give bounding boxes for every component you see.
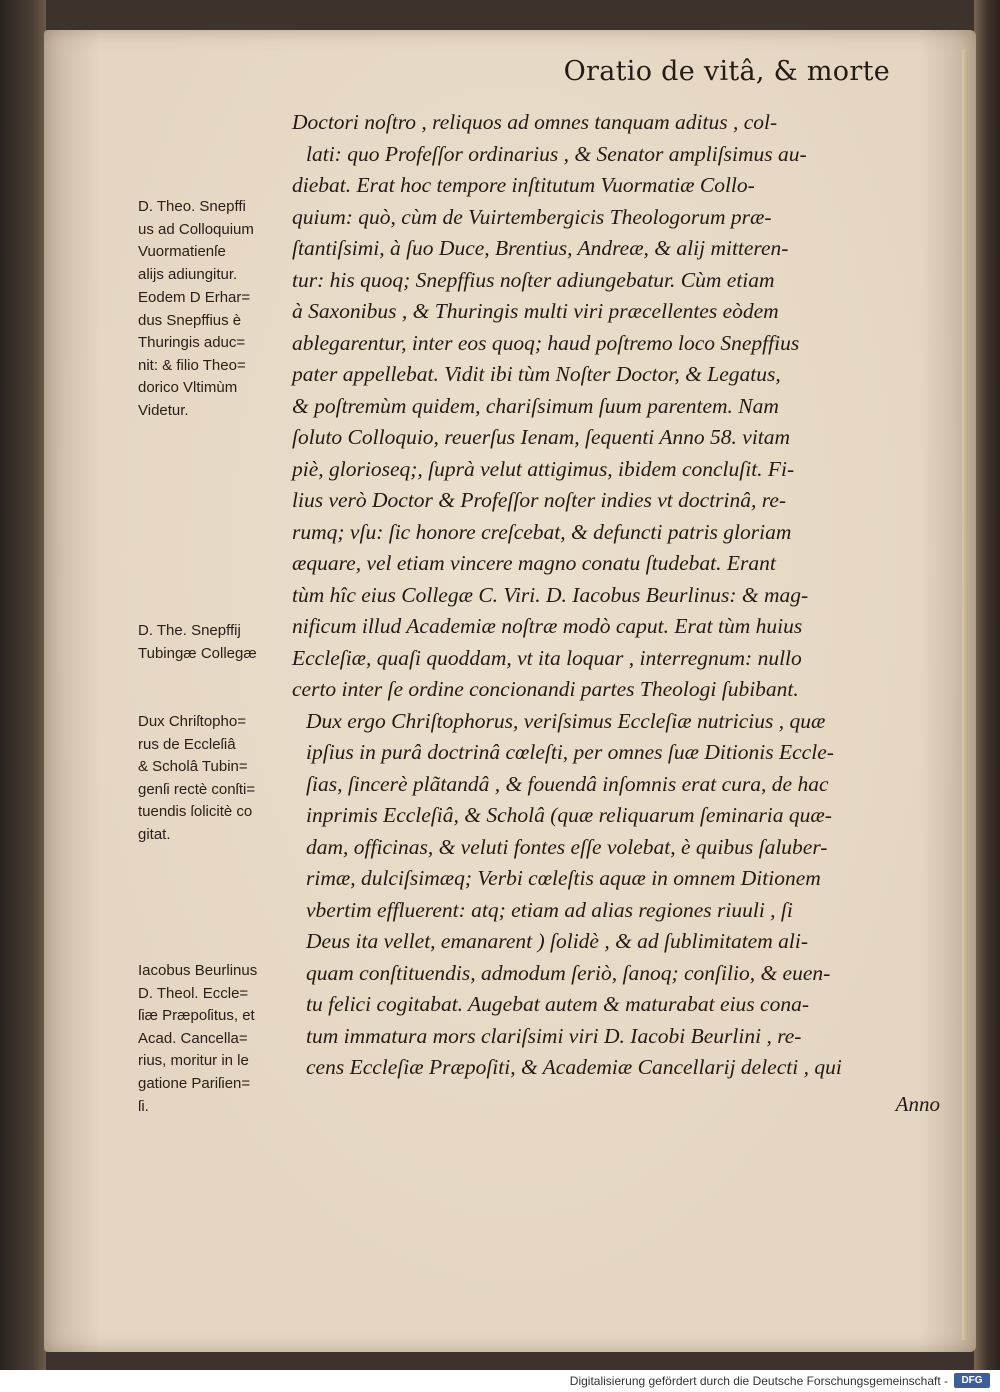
marginal-note-line: gatione Pariſien= [138,1074,251,1092]
book-gutter-shadow-left [0,0,46,1370]
footer-credit-text: Digitalisierung gefördert durch die Deutsche Forschungsgemeinschaft - [569,1374,948,1388]
running-head: Oratio de vitâ, & morte [563,56,890,87]
marginal-note-line: & Scholâ Tubin= [138,758,248,776]
text-line: nificum illud Academiæ noſtræ modò caput. Erat tùm huius [292,614,803,638]
text-line: inprimis Eccleſiâ, & Scholâ (quæ reliquarum ſeminaria quæ- [306,803,832,827]
text-line: piè, glorioseq;, ſuprà velut attigimus, ibidem concluſit. Fi- [292,456,795,481]
book-edge-shadow-right [974,0,1000,1370]
page-edge [962,50,968,1340]
text-line: cens Eccleſiæ Præpoſiti, & Academiæ Cancellarij delecti , qui [306,1055,842,1079]
marginal-note-line: Thuringis aduc= [138,334,246,352]
marginal-note-iacobus-beurlinus [138,960,308,1118]
text-line: ablegarentur, inter eos quoq; haud poſtremo loco Snepffius [292,330,800,355]
text-line: Deus ita vellet, emanarent ) ſolidè , & ad ſublimitatem ali- [306,929,808,953]
marginal-note-erhardus-snepffius [138,287,308,423]
footer-bar [0,1370,1000,1392]
marginal-note-line: Iacobus Beurlinus [138,962,258,979]
text-line: ipſius in purâ doctrinâ cœleſti, per omnes ſuæ Ditionis Eccle- [306,740,834,764]
marginal-note-line: D. The. Snepffij [138,622,241,639]
text-line: à Saxonibus , & Thuringis multi viri præcellentes eòdem [292,299,779,323]
marginal-note-line: Dux Chriſtopho= [138,713,246,730]
text-line: æquare, vel etiam vincere magno conatu ſtudebat. Erant [292,551,776,575]
text-line: dam, officinas, & veluti fontes eſſe volebat, è quibus ſaluber- [306,834,828,859]
marginal-note-snepffius-colloquium [138,196,308,286]
text-line: pater appellebat. Vidit ibi tùm Noſter Doctor, & Legatus, [292,362,781,386]
marginal-note-line: us ad Colloquium [138,220,254,238]
text-line: rumq; vſu: ſic honore creſcebat, & defuncti patris gloriam [292,519,792,544]
marginal-note-line: tuendis ſolicitè co [138,803,253,821]
marginal-note-line: Tubingæ Collegæ [138,644,257,662]
marginal-note-line: alijs adiungitur. [138,265,238,283]
marginal-note-line: dorico Vltimùm [138,379,238,397]
text-line: & poſtremùm quidem, chariſsimum ſuum parentem. Nam [292,393,779,418]
marginal-note-line: Vuormatienſe [138,243,226,261]
marginal-note-line: D. Theol. Eccle= [138,984,249,1002]
text-line: lius verò Doctor & Profeſſor noſter indies vt doctrinâ, re- [292,488,787,512]
text-line: tur: his quoq; Snepffius noſter adiungebatur. Cùm etiam [292,267,775,292]
marginal-note-line: ſiæ Præpoſitus, et [138,1007,255,1025]
text-line: tùm hîc eius Collegæ C. Viri. D. Iacobus Beurlinus: & mag- [292,582,809,607]
marginal-note-dux-christophorus [138,711,308,847]
text-line: ſtantiſsimi, à ſuo Duce, Brentius, Andreæ, & alij mitteren- [292,236,789,260]
text-line: tu felici cogitabat. Augebat autem & maturabat eius cona- [306,992,809,1016]
text-line: ſoluto Colloquio, reuerſus Ienam, ſequenti Anno 58. vitam [292,425,791,449]
marginal-note-line: gitat. [138,825,171,843]
text-line: ſias, ſincerè plãtandâ , & fouendâ inſomnis erat cura, de hac [306,771,829,796]
marginal-note-line: rus de Eccleſiâ [138,735,236,753]
text-line: tum immatura mors clariſsimi viri D. Iacobi Beurlini , re- [306,1023,802,1048]
dfg-logo-icon: DFG [954,1373,990,1388]
text-line: quam conſtituendis, admodum ſeriò, ſanoq; conſilio, & euen- [306,960,831,985]
text-line: Eccleſiæ, quaſi quoddam, vt ita loquar , interregnum: nullo [292,645,802,670]
marginal-note-line: ſi. [138,1097,149,1115]
marginal-note-line: D. Theo. Snepffi [138,198,246,215]
marginal-note-line: rius, moritur in le [138,1052,249,1070]
main-text-block [292,107,920,1084]
text-line: rimæ, dulciſsimæq; Verbi cœleſtis aquæ in omnem Ditionem [306,866,821,890]
marginal-note-line: Acad. Cancella= [138,1029,248,1047]
marginal-note-line: nit: & filio Theo= [138,356,246,374]
marginal-note-line: Eodem D Erhar= [138,289,251,306]
text-line: diebat. Erat hoc tempore inſtitutum Vuormatiæ Collo- [292,173,755,197]
marginal-note-line: genſi rectè conſti= [138,780,256,798]
text-line: certo inter ſe ordine concionandi partes Theologi ſubibant. [292,677,799,701]
text-line: Doctori noſtro , reliquos ad omnes tanquam aditus , col- [292,110,778,134]
catchword: Anno [895,1092,940,1116]
text-line: lati: quo Profeſſor ordinarius , & Senator ampliſsimus au- [306,141,807,166]
text-line: vbertim effluerent: atq; etiam ad alias regiones riuuli , ſi [306,897,793,922]
marginal-note-tubingae-collegae [138,620,308,665]
marginal-note-line: dus Snepffius è [138,311,242,329]
text-line: Dux ergo Chriſtophorus, veriſsimus Eccleſiæ nutricius , quæ [306,708,826,733]
marginal-note-line: Videtur. [138,401,189,419]
text-line: quium: quò, cùm de Vuirtembergicis Theologorum præ- [292,204,772,229]
